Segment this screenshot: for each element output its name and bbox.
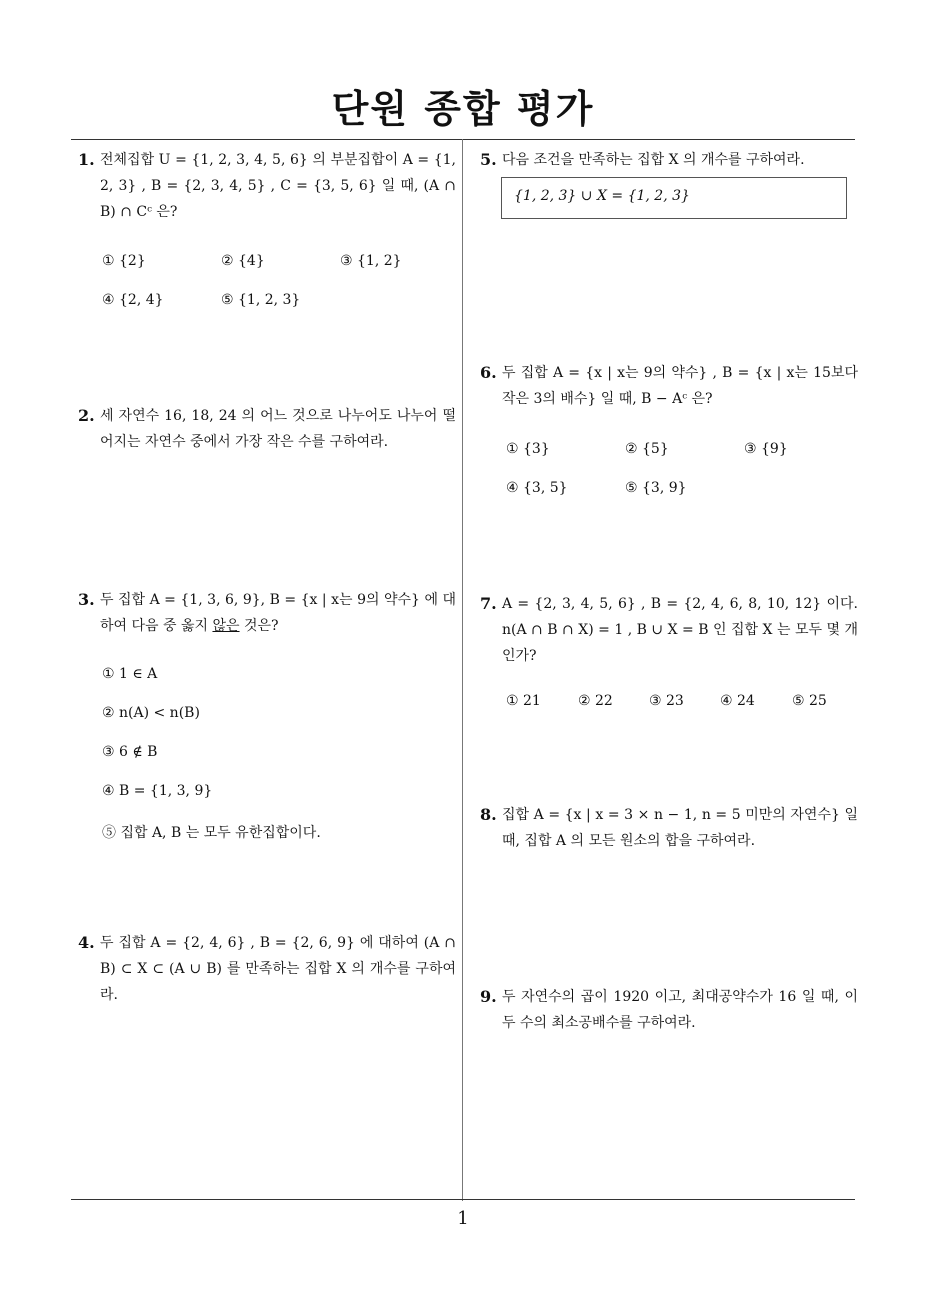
question-text: 두 집합 A = {x | x는 9의 약수} , B = {x | x는 15보다 작은 3의 배수} 일 때, B − Aᶜ 은? (502, 365, 858, 407)
question-9 (480, 984, 858, 1036)
question-5 (480, 147, 858, 173)
choice-4[interactable]: ④ {2, 4} (102, 292, 164, 308)
choice-3[interactable]: ③ {1, 2} (340, 253, 402, 269)
question-number: 2. (78, 406, 95, 425)
question-6 (480, 360, 858, 412)
question-number: 7. (480, 594, 497, 613)
choice-4[interactable]: ④ 24 (720, 693, 755, 709)
choice-3[interactable]: ③ 23 (649, 693, 684, 709)
question-8 (480, 802, 858, 854)
choice-5[interactable]: ⑤ {1, 2, 3} (221, 292, 301, 308)
question-number: 1. (78, 150, 95, 169)
choice-2[interactable]: ② {5} (625, 441, 669, 457)
question-text (100, 587, 456, 639)
choice-3[interactable]: ③ 6 ∉ B (102, 744, 158, 760)
question-text: 전체집합 U = {1, 2, 3, 4, 5, 6} 의 부분집합이 A = {1, 2, 3} , B = {2, 3, 4, 5} , C = {3, 5, 6} 일 때, (A ∩ B) ∩ Cᶜ 은? (100, 152, 456, 220)
choice-5[interactable]: ⑤ 25 (792, 693, 827, 709)
question-2 (78, 403, 456, 455)
question-4 (78, 930, 456, 1008)
choice-4[interactable]: ④ {3, 5} (506, 480, 568, 496)
choice-2[interactable]: ② {4} (221, 253, 265, 269)
question-number: 4. (78, 933, 95, 952)
question-number: 3. (78, 590, 95, 609)
question-number: 5. (480, 150, 497, 169)
question-text: 세 자연수 16, 18, 24 의 어느 것으로 나누어도 나누어 떨어지는 자연수 중에서 가장 작은 수를 구하여라. (100, 408, 456, 450)
question-number: 8. (480, 805, 497, 824)
question-text: 다음 조건을 만족하는 집합 X 의 개수를 구하여라. (502, 152, 805, 168)
top-rule (71, 139, 855, 140)
bottom-rule (71, 1199, 855, 1200)
choice-5[interactable]: ⑤ {3, 9} (625, 480, 687, 496)
question-text-part: 두 집합 A = {1, 3, 6, 9}, B = {x | x는 9의 약수} 에 대하여 다음 중 옳지 (100, 592, 456, 634)
choice-2[interactable]: ② n(A) < n(B) (102, 705, 200, 721)
underlined-word: 않은 (212, 618, 240, 634)
choice-4[interactable]: ④ B = {1, 3, 9} (102, 783, 213, 799)
question-text: A = {2, 3, 4, 5, 6} , B = {2, 4, 6, 8, 10, 12} 이다. n(A ∩ B ∩ X) = 1 , B ∪ X = B 인 집합 X 는 모두 몇 개인가? (502, 596, 858, 664)
condition-box: {1, 2, 3} ∪ X = {1, 2, 3} (501, 177, 847, 219)
choice-2[interactable]: ② 22 (578, 693, 613, 709)
choice-5[interactable]: ⑤ 집합 A, B 는 모두 유한집합이다. (102, 825, 321, 841)
question-3 (78, 587, 456, 639)
choice-3[interactable]: ③ {9} (744, 441, 788, 457)
question-text: 집합 A = {x | x = 3 × n − 1, n = 5 미만의 자연수} 일 때, 집합 A 의 모든 원소의 합을 구하여라. (502, 807, 858, 849)
column-divider (462, 139, 463, 1201)
question-1 (78, 147, 456, 225)
question-number: 6. (480, 363, 497, 382)
question-text: 두 자연수의 곱이 1920 이고, 최대공약수가 16 일 때, 이 두 수의 최소공배수를 구하여라. (502, 989, 858, 1031)
choice-1[interactable]: ① {3} (506, 441, 550, 457)
choice-1[interactable]: ① {2} (102, 253, 146, 269)
choice-1[interactable]: ① 1 ∈ A (102, 666, 158, 682)
question-text: 두 집합 A = {2, 4, 6} , B = {2, 6, 9} 에 대하여 (A ∩ B) ⊂ X ⊂ (A ∪ B) 를 만족하는 집합 X 의 개수를 구하여라. (100, 935, 456, 1003)
question-7 (480, 591, 858, 669)
choice-1[interactable]: ① 21 (506, 693, 541, 709)
question-text-part: 것은? (239, 618, 279, 634)
page-number: 1 (457, 1208, 469, 1229)
page-title: 단원 종합 평가 (331, 87, 595, 131)
question-number: 9. (480, 987, 497, 1006)
